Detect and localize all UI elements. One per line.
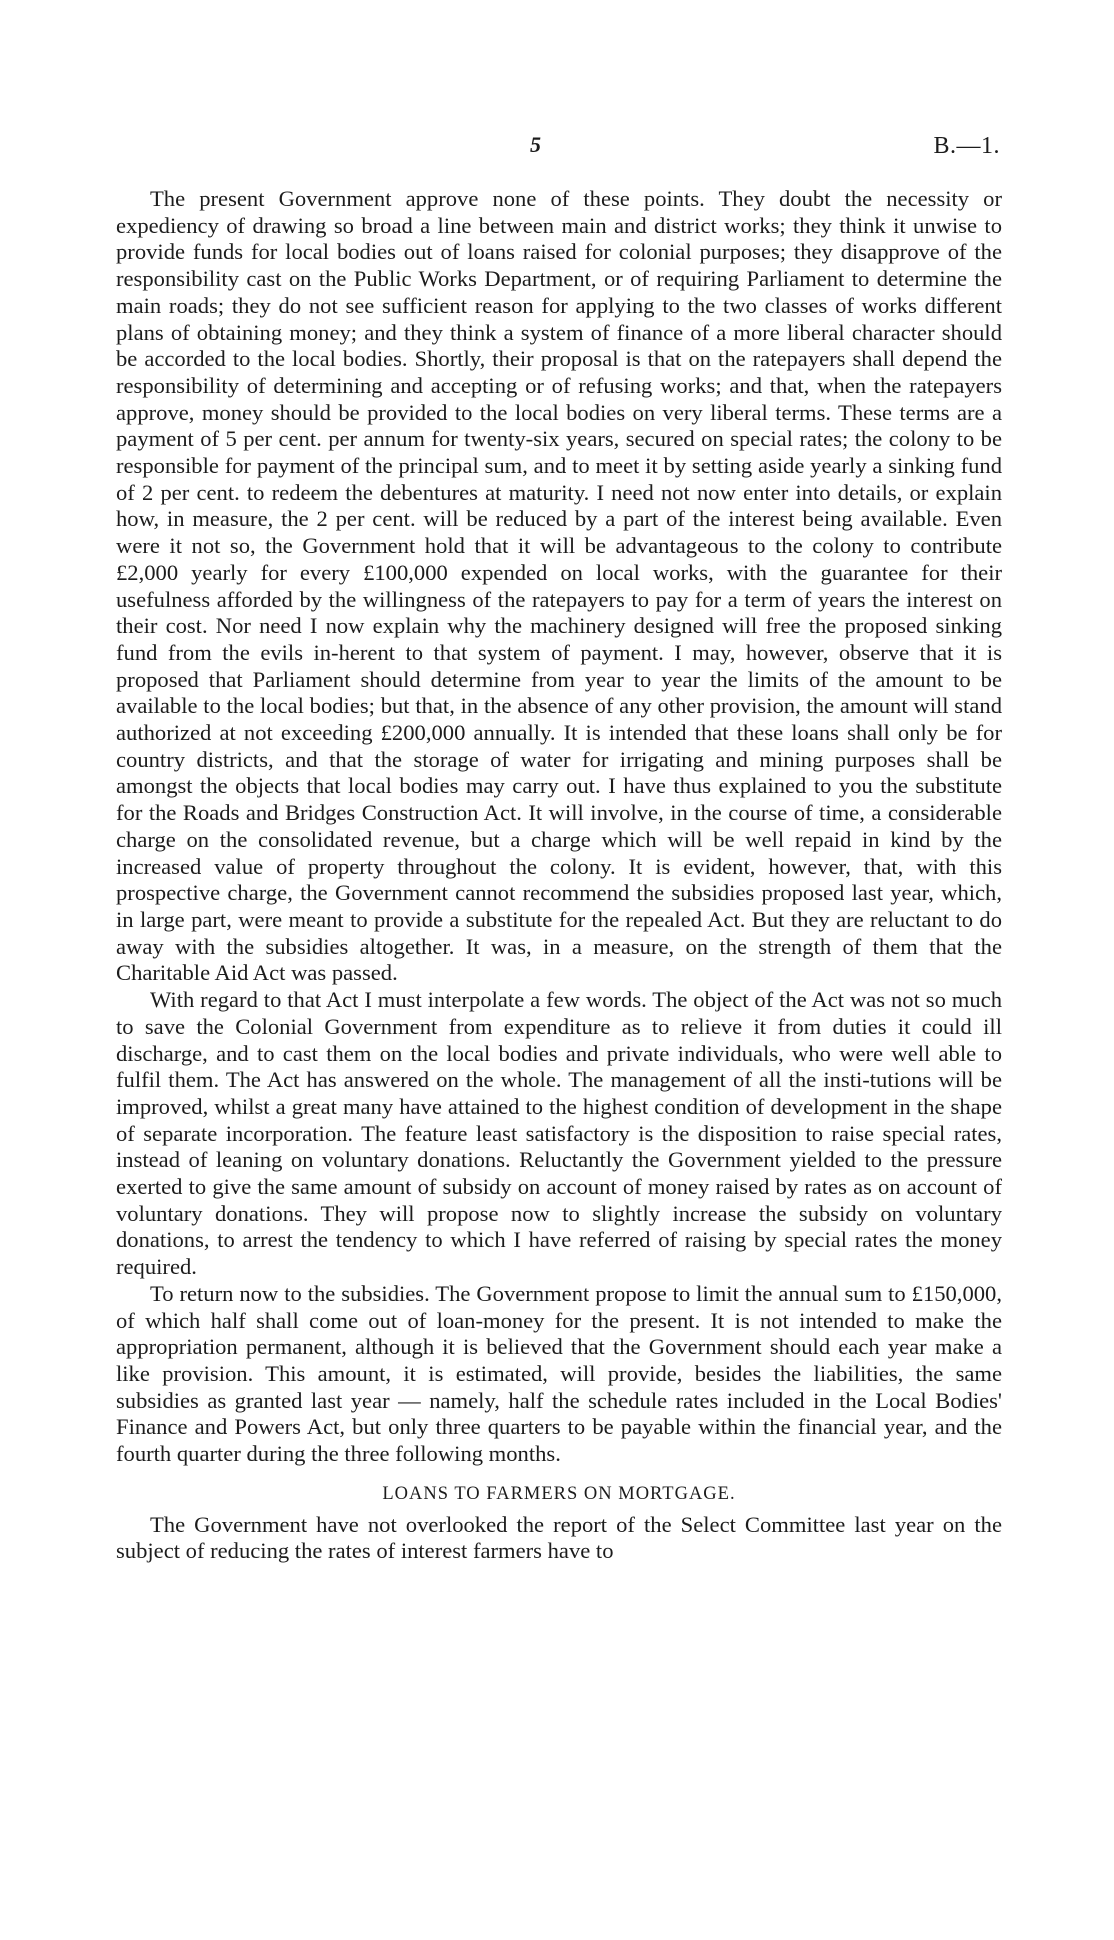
section-heading-loans-to-farmers: LOANS TO FARMERS ON MORTGAGE.	[382, 1483, 736, 1504]
paragraph-subsidies: To return now to the subsidies. The Government propose to limit the annual sum to £150,000, of which half shall come out of loan-money for the present. It is not intended to make the appropriation permanent, although it is believed that the Government should each year make a like provision. This amount, it is estimated, will provide, besides the liabilities, the same subsidies as granted last year — namely, half the schedule rates included in the Local Bodies' Finance and Powers Act, but only three quarters to be payable within the financial year, and the fourth quarter during the three following months.	[116, 1280, 1002, 1467]
page-number: 5	[530, 132, 541, 157]
paragraph-charitable-aid-act: With regard to that Act I must interpolate a few words. The object of the Act was not so much to save the Colonial Government from expenditure as to relieve it from duties it could ill discharge, and to cast them on the local bodies and private individuals, who were well able to fulfil them. The Act has answered on the whole. The management of all the insti-tutions will be improved, whilst a great many have attained to the highest condition of development in the shape of separate incorporation. The feature least satisfactory is the disposition to raise special rates, instead of leaning on voluntary donations. Reluctantly the Government yielded to the pressure exerted to give the same amount of subsidy on account of money raised by rates as on account of voluntary donations. They will propose now to slightly increase the subsidy on voluntary donations, to arrest the tendency to which I have referred of raising by special rates the money required.	[116, 987, 1002, 1280]
document-reference: B.—1.	[933, 133, 1000, 159]
paragraph-government-approve: The present Government approve none of these points. They doubt the necessity or expediency of drawing so broad a line between main and district works; they think it unwise to provide funds for local bodies out of loans raised for colonial purposes; they disapprove of the responsibility cast on the Public Works Department, or of requiring Parliament to determine the main roads; they do not see sufficient reason for applying to the two classes of works different plans of obtaining money; and they think a system of finance of a more liberal character should be accorded to the local bodies. Shortly, their proposal is that on the ratepayers shall depend the responsibility of determining and accepting or of refusing works; and that, when the ratepayers approve, money should be provided to the local bodies on very liberal terms. These terms are a payment of 5 per cent. per annum for twenty-six years, secured on special rates; the colony to be responsible for payment of the principal sum, and to meet it by setting aside yearly a sinking fund of 2 per cent. to redeem the debentures at maturity. I need not now enter into details, or explain how, in measure, the 2 per cent. will be reduced by a part of the interest being available. Even were it not so, the Government hold that it will be advantageous to the colony to contribute £2,000 yearly for every £100,000 expended on local works, with the guarantee for their usefulness afforded by the willingness of the ratepayers to pay for a term of years the interest on their cost. Nor need I now explain why the machinery designed will free the proposed sinking fund from the evils in-herent to that system of payment. I may, however, observe that it is proposed that Parliament should determine from year to year the limits of the amount to be available to the local bodies; but that, in the absence of any other provision, the amount will stand authorized at not exceeding £200,000 annually. It is intended that these loans shall only be for country districts, and that the storage of water for irrigating and mining purposes shall be amongst the objects that local bodies may carry out. I have thus explained to you the substitute for the Roads and Bridges Construction Act. It will involve, in the course of time, a considerable charge on the consolidated revenue, but a charge which will be well repaid in kind by the increased value of property throughout the colony. It is evident, however, that, with this prospective charge, the Government cannot recommend the subsidies proposed last year, which, in large part, were meant to provide a substitute for the repealed Act. But they are reluctant to do away with the subsidies altogether. It was, in a measure, on the strength of them that the Charitable Aid Act was passed.	[116, 186, 1002, 986]
body-text	[116, 186, 1002, 1565]
paragraph-select-committee: The Government have not overlooked the report of the Select Committee last year on the subject of reducing the rates of interest farmers have to	[116, 1511, 1002, 1564]
